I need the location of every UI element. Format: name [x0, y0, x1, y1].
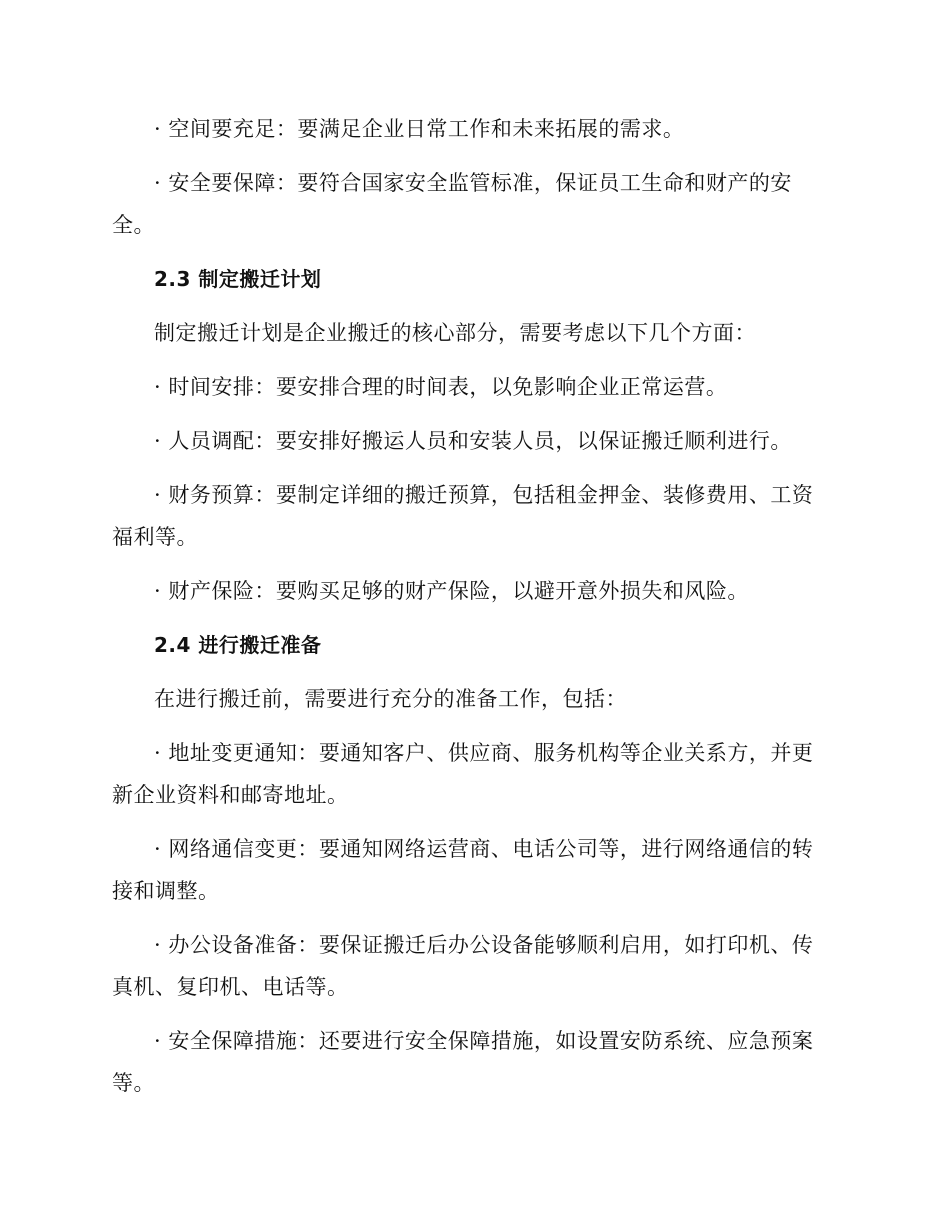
bullet-staffing: · 人员调配：要安排好搬运人员和安装人员，以保证搬迁顺利进行。: [154, 429, 792, 453]
bullet-address-change: · 地址变更通知：要通知客户、供应商、服务机构等企业关系方，并更新企业资料和邮寄地址。: [112, 741, 814, 807]
intro-plan: 制定搬迁计划是企业搬迁的核心部分，需要考虑以下几个方面：: [154, 321, 756, 345]
section-heading-2-3: 2.3 制定搬迁计划: [154, 267, 322, 291]
bullet-office-equipment: · 办公设备准备：要保证搬迁后办公设备能够顺利启用，如打印机、传真机、复印机、电话等。: [112, 933, 814, 999]
bullet-schedule: · 时间安排：要安排合理的时间表，以免影响企业正常运营。: [154, 375, 728, 399]
bullet-security-measures: · 安全保障措施：还要进行安全保障措施，如设置安防系统、应急预案等。: [112, 1029, 814, 1095]
bullet-budget: · 财务预算：要制定详细的搬迁预算，包括租金押金、装修费用、工资福利等。: [112, 483, 814, 549]
intro-preparation: 在进行搬迁前，需要进行充分的准备工作，包括：: [154, 687, 627, 711]
bullet-insurance: · 财产保险：要购买足够的财产保险，以避开意外损失和风险。: [154, 579, 749, 603]
document-page: [112, 108, 826, 1104]
bullet-network-change: · 网络通信变更：要通知网络运营商、电话公司等，进行网络通信的转接和调整。: [112, 837, 814, 903]
section-heading-2-4: 2.4 进行搬迁准备: [154, 633, 322, 657]
bullet-safety: · 安全要保障：要符合国家安全监管标准，保证员工生命和财产的安全。: [112, 171, 792, 237]
bullet-space: · 空间要充足：要满足企业日常工作和未来拓展的需求。: [154, 117, 685, 141]
